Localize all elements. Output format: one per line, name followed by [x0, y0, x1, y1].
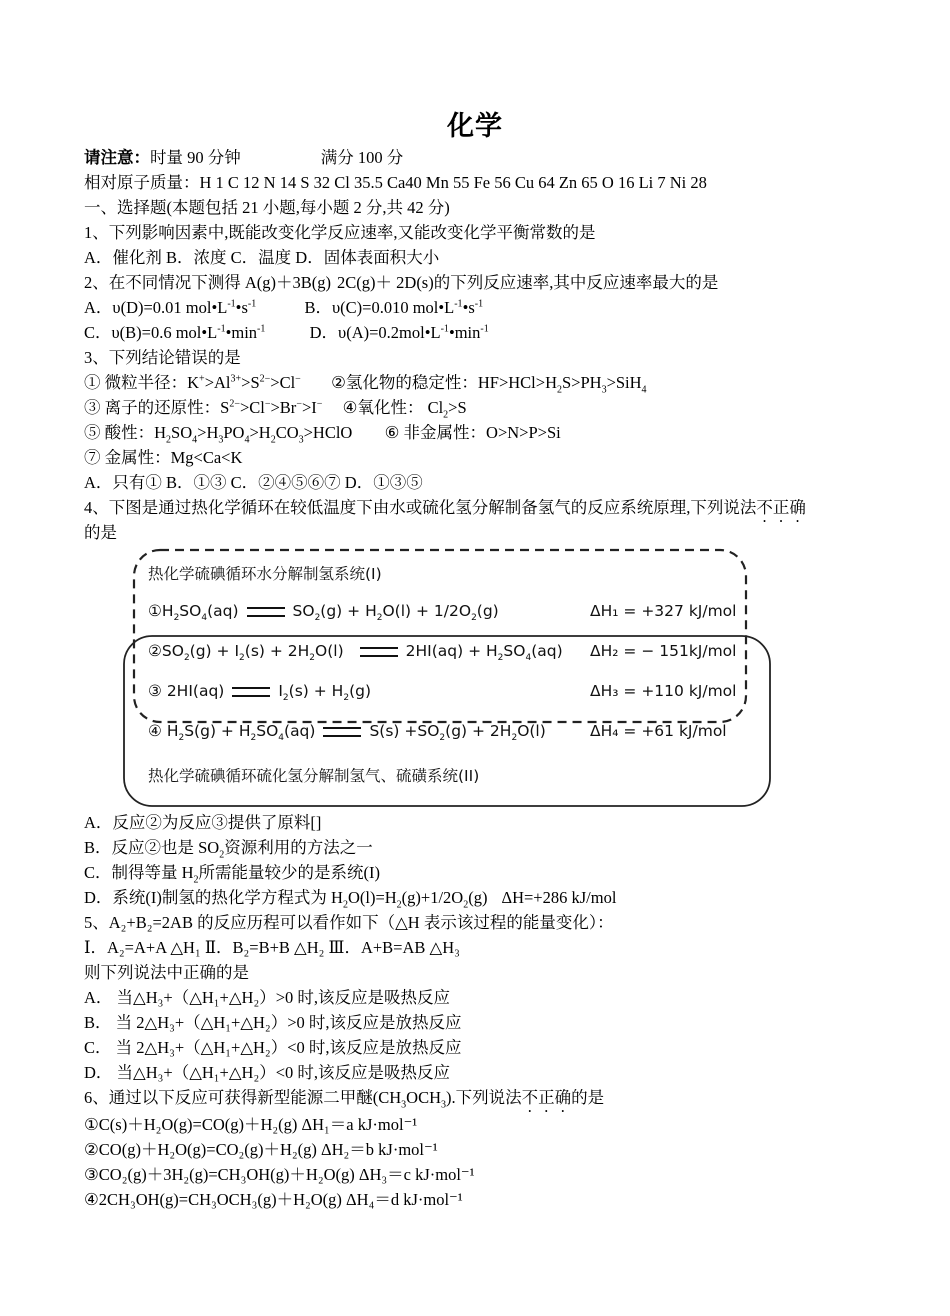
q2-option-d: D．υ(A)=0.2mol•L [309, 323, 441, 342]
reaction-3: ③ 2HI(aq) $I_2(s) + H_2(g)$ [148, 682, 371, 704]
q4-stem-a: 4、下图是通过热化学循环在较低温度下由水或硫化氢分解制备氢气的反应系统原理,下列说法 [84, 498, 757, 517]
q6-stem-a: 6、通过以下反应可获得新型能源二甲醚(CH [84, 1088, 402, 1107]
q3-line2: ③ 离子的还原性：$S^{2-}>Cl^->Br^->I^-$ ④氧化性： $Cl_2>S$ [84, 398, 467, 421]
q6-eq4: ④2CH₃OH(g)=CH₃OCH₃(g)＋H₂O(g) ΔH₄＝d kJ·mol⁻¹ [84, 1190, 463, 1209]
q2-option-c: C．υ(B)=0.6 mol•L [84, 323, 218, 342]
q6-eq3: ③CO₂(g)＋3H₂(g)=CH₃OH(g)＋H₂O(g) ΔH₃＝c kJ·mol⁻¹ [84, 1165, 475, 1184]
sup: -1 [454, 298, 463, 310]
emphasis-text: 不正确 [756, 498, 806, 517]
q2-option-b: B．υ(C)=0.010 mol•L [304, 298, 455, 317]
atomic-mass-line: 相对原子质量：H 1 C 12 N 14 S 32 Cl 35.5 Ca40 Mn 55 Fe 56 Cu 64 Zn 65 O 16 Li 7 Ni 28 [84, 173, 707, 192]
q3-stem: 3、下列结论错误的是 [84, 348, 241, 367]
q4-option-b: B．反应②也是 $SO_2$资源利用的方法之一 [84, 838, 373, 861]
q3-line4: ⑦ 金属性：Mg<Ca<K [84, 448, 243, 467]
sup: -1 [480, 323, 489, 335]
reaction-4: ④ $H_2S(g) + H_2SO_4(aq)$ $S(s) +SO_2(g) + 2H_2O(l)$ [148, 722, 546, 744]
q3-item1: ① 微粒半径：K [84, 373, 200, 392]
q4-option-a: A．反应②为反应③提供了原料[] [84, 813, 322, 832]
q4-stem-end: 的是 [84, 523, 117, 542]
sup: -1 [440, 323, 449, 335]
notice-time: 时量 90 分钟 [150, 148, 241, 167]
q5-stem: 5、A₂+B₂=2AB 的反应历程可以看作如下（△H 表示该过程的能量变化）： [84, 913, 614, 932]
q3-item6: ⑥ 非金属性：O>N>P>Si [384, 423, 561, 442]
reaction-3-dh: ΔH₃ = +110 kJ/mol [590, 682, 737, 700]
q4-option-c-text: C．制得等量 H [84, 863, 194, 882]
sup: -1 [257, 323, 266, 335]
emphasis-text: 不正确 [521, 1088, 572, 1107]
system-i-title: 热化学硫碘循环水分解制氢系统(I) [148, 565, 382, 583]
notice-line [84, 147, 403, 169]
reaction-1: $①H_2SO_4(aq) SO_2(g) + H_2O(l) + 1/2O_2(g)$ [148, 602, 499, 624]
q5-option-d: D． 当△H₃+（△H₁+△H₂）<0 时,该反应是吸热反应 [84, 1063, 451, 1082]
q5-question: 则下列说法中正确的是 [84, 963, 249, 982]
q5-option-a: A． 当△H₃+（△H₁+△H₂）>0 时,该反应是吸热反应 [84, 988, 451, 1007]
q3-options: A．只有① B．①③ C．②④⑤⑥⑦ D．①③⑤ [84, 473, 423, 492]
notice-label: 请注意： [84, 148, 150, 167]
q6-eq1: ①C(s)＋H₂O(g)=CO(g)＋H₂(g) ΔH₁＝a kJ·mol⁻¹ [84, 1115, 418, 1134]
notice-score: 满分 100 分 [320, 148, 404, 167]
q5-option-b: B． 当 2△H₃+（△H₁+△H₂）>0 时,该反应是放热反应 [84, 1013, 462, 1032]
reaction-1-dh: ΔH₁ = +327 kJ/mol [590, 602, 737, 620]
q4-option-b-rest: 资源利用的方法之一 [224, 838, 373, 857]
q4-option-d-text: D．系统(I)制氢的热化学方程式为 H [84, 888, 343, 907]
q4-option-d-dh: ΔH=+286 kJ/mol [501, 888, 617, 907]
reaction-4-dh: ΔH₄ = +61 kJ/mol [590, 722, 727, 740]
sulfur-iodine-cycle-figure [122, 548, 782, 810]
reaction-2: $②SO_2(g) + I_2(s) + 2H_2O(l) 2HI(aq) + H_2SO_4(aq)$ [148, 642, 563, 664]
q3-line1: ① 微粒半径：$K^+>Al^{3+}>S^{2-}>Cl^-$ ②氢化物的稳定性：$HF>HCl>H_2S>PH_3>SiH_4$ [84, 373, 647, 396]
q1-options: A．催化剂 B．浓度 C．温度 D．固体表面积大小 [84, 248, 440, 267]
q3-item3: ③ 离子的还原性：S [84, 398, 230, 417]
q6-eq2: ②CO(g)＋H₂O(g)=CO₂(g)＋H₂(g) ΔH₂＝b kJ·mol⁻¹ [84, 1140, 438, 1159]
q2-options-ab [84, 297, 483, 319]
q4-option-d: D．系统(I)制氢的热化学方程式为 $H_2O(l)=H_2(g)+1/2O_2(g)$ ΔH=+286 kJ/mol [84, 888, 617, 911]
q6-stem-b: 的是 [571, 1088, 605, 1107]
q4-option-c: C．制得等量 $H_2$所需能量较少的是系统(I) [84, 863, 381, 886]
sup: -1 [217, 323, 226, 335]
q3-item2: ②氢化物的稳定性：HF>HCl>H [331, 373, 557, 392]
sup: -1 [474, 298, 484, 310]
q3-item5: ⑤ 酸性：H [84, 423, 167, 442]
section-heading: 一、选择题(本题包括 21 小题,每小题 2 分,共 42 分) [84, 198, 450, 217]
q2-stem [84, 272, 718, 294]
q5-steps: Ⅰ．A₂=A+A △H₁ Ⅱ．B₂=B+B △H₂ Ⅲ．A+B=AB △H₃ [84, 938, 460, 957]
q2-stem-b: 2C(g)＋ 2D(s)的下列反应速率,其中反应速率最大的是 [337, 273, 719, 292]
q2-option-a: A．υ(D)=0.01 mol•L [84, 298, 228, 317]
q5-option-c: C． 当 2△H₃+（△H₁+△H₂）<0 时,该反应是放热反应 [84, 1038, 462, 1057]
reaction-2-dh: ΔH₂ = − 151kJ/mol [590, 642, 737, 660]
q3-line3: ⑤ 酸性：$H_2SO_4>H_3PO_4>H_2CO_3>HClO$ ⑥ 非金属性：O>N>P>Si [84, 423, 561, 446]
unit: •s [462, 298, 475, 317]
q2-options-cd [84, 322, 489, 344]
q4-option-b-text: B．反应②也是 SO [84, 838, 220, 857]
sup: -1 [247, 298, 257, 310]
unit: •min [225, 323, 258, 342]
q4-option-c-rest: 所需能量较少的是系统(I) [198, 863, 381, 882]
q2-stem-a: 2、在不同情况下测得 A(g)＋3B(g) [84, 273, 332, 292]
q4-stem [84, 497, 806, 526]
q6-stem: 6、通过以下反应可获得新型能源二甲醚$(CH_3OCH_3)$.下列说法不正确的是 [84, 1088, 605, 1111]
unit: •s [235, 298, 248, 317]
q1-stem: 1、下列影响因素中,既能改变化学反应速率,又能改变化学平衡常数的是 [84, 223, 596, 242]
q3-item4: ④氧化性： Cl [342, 398, 444, 417]
system-ii-title: 热化学硫碘循环硫化氢分解制氢气、硫磺系统(II) [148, 767, 480, 785]
unit: •min [448, 323, 481, 342]
page-title: 化学 [447, 111, 503, 142]
sup: -1 [227, 298, 236, 310]
